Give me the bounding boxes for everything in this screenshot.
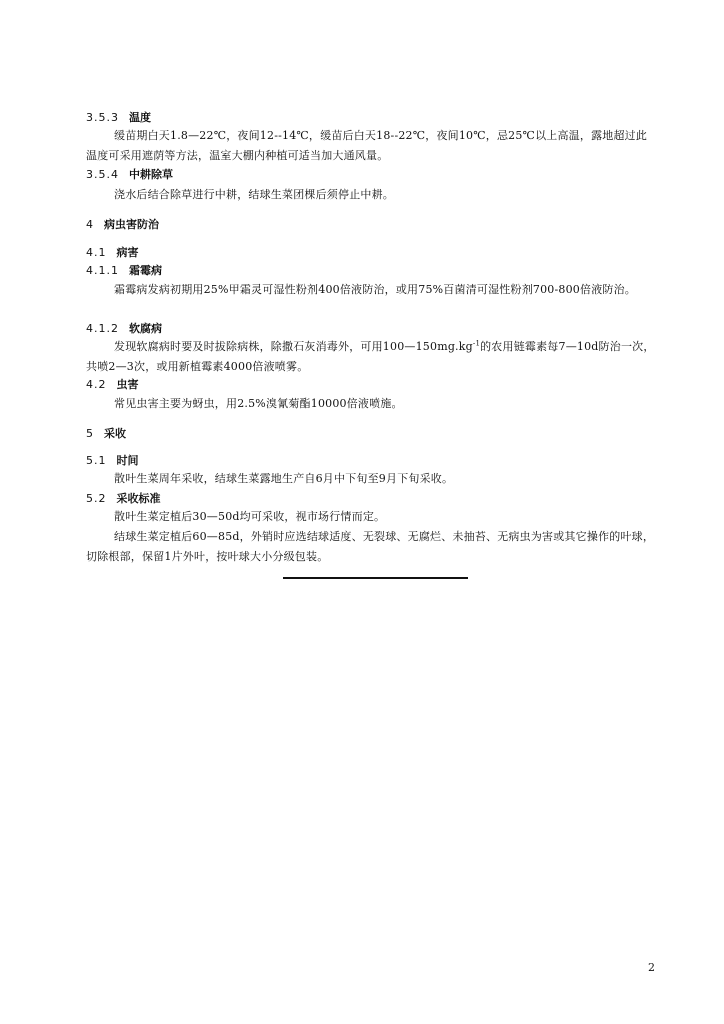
section-title: 中耕除草 xyxy=(129,168,173,181)
section-number: 4.1.1 xyxy=(86,264,119,277)
paragraph-harvest-time: 散叶生菜周年采收，结球生菜露地生产自6月中下旬至9月下旬采收。 xyxy=(114,472,454,485)
paragraph-harvest-standard-2: 结球生菜定植后60—85d，外销时应选结球适度、无裂球、无腐烂、未抽苔、无病虫为害或其它操作的叶球，切除根部，保留1片外叶，按叶球大小分级包装。 xyxy=(86,530,655,563)
section-heading-4-1-2 xyxy=(86,322,162,336)
section-number: 4 xyxy=(86,218,94,231)
section-heading-3-5-4 xyxy=(86,168,173,182)
section-title: 霜霉病 xyxy=(129,264,162,277)
section-number: 5 xyxy=(86,427,94,440)
soft-rot-text-a: 发现软腐病时要及时拔除病株，除撒石灰消毒外，可用100—150mg.kg xyxy=(114,340,473,353)
section-title: 采收 xyxy=(104,427,126,440)
section-title: 虫害 xyxy=(116,378,139,391)
section-heading-4-2 xyxy=(86,378,139,392)
section-title: 软腐病 xyxy=(129,322,162,335)
paragraph-harvest-standard-1: 散叶生菜定植后30—50d均可采收，视市场行情而定。 xyxy=(114,510,386,523)
unit-exponent: -1 xyxy=(472,339,481,348)
section-title: 温度 xyxy=(129,111,151,124)
section-heading-4 xyxy=(86,218,159,232)
section-heading-5-1 xyxy=(86,454,139,468)
section-heading-5 xyxy=(86,427,126,441)
section-title: 时间 xyxy=(116,454,139,467)
section-heading-5-2 xyxy=(86,492,161,506)
section-number: 3.5.4 xyxy=(86,168,119,181)
section-number: 5.2 xyxy=(86,492,107,505)
end-rule xyxy=(283,577,468,579)
section-heading-4-1 xyxy=(86,246,139,260)
page-number: 2 xyxy=(648,961,655,974)
section-number: 4.1 xyxy=(86,246,107,259)
section-number: 5.1 xyxy=(86,454,107,467)
paragraph-temperature: 缓苗期白天1.8—22℃，夜间12--14℃，缓苗后白天18--22℃，夜间10℃，忌25℃以上高温，露地超过此温度可采用遮荫等方法，温室大棚内种植可适当加大通风量。 xyxy=(86,129,648,162)
paragraph-weeding: 浇水后结合除草进行中耕，结球生菜团棵后须停止中耕。 xyxy=(114,188,394,201)
soft-rot-text-b: 的农用链霉素每7—10d防治一次，共喷2—3次，或用新植霉素4000倍液喷雾。 xyxy=(86,340,655,373)
section-title: 病害 xyxy=(116,246,139,259)
section-number: 4.2 xyxy=(86,378,107,391)
section-title: 采收标准 xyxy=(116,492,161,505)
section-number: 3.5.3 xyxy=(86,111,119,124)
section-number: 4.1.2 xyxy=(86,322,119,335)
section-heading-4-1-1 xyxy=(86,264,162,278)
paragraph-soft-rot xyxy=(86,337,658,377)
paragraph-pests: 常见虫害主要为蚜虫，用2.5%溴氰菊酯10000倍液喷施。 xyxy=(114,397,403,410)
section-title: 病虫害防治 xyxy=(104,218,159,231)
paragraph-downy-mildew: 霜霉病发病初期用25%甲霜灵可湿性粉剂400倍液防治，或用75%百菌清可湿性粉剂700-800倍液防治。 xyxy=(114,283,636,296)
section-heading-3-5-3 xyxy=(86,111,151,125)
